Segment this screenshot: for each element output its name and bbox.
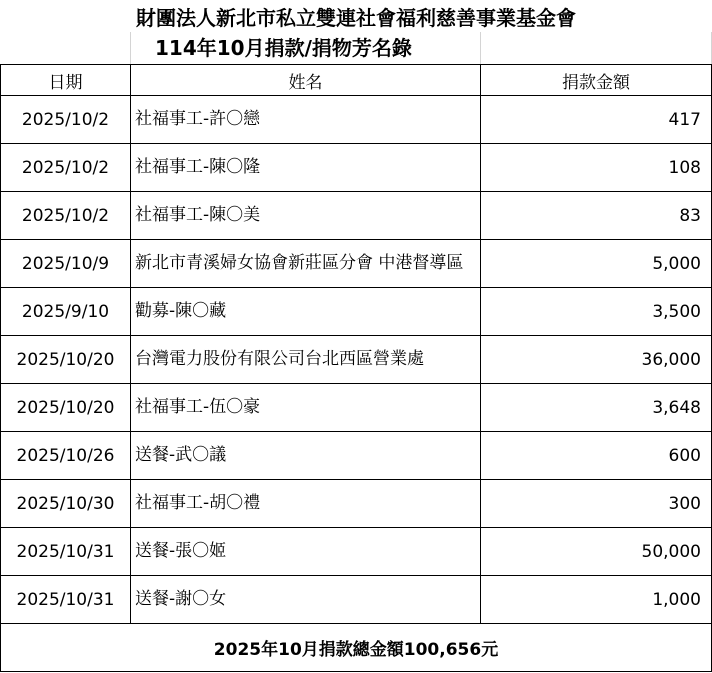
donation-date: 2025/10/30 [1,480,131,528]
column-header-date: 日期 [1,65,131,96]
gridline [130,32,131,64]
donation-date: 2025/10/2 [1,192,131,240]
donor-name: 勸募-陳〇藏 [131,288,481,336]
donation-date: 2025/10/20 [1,384,131,432]
table-row [1,192,712,240]
donation-amount: 108 [481,144,712,192]
donation-date: 2025/10/31 [1,528,131,576]
column-header-amount: 捐款金額 [481,65,712,96]
donor-name: 送餐-張〇姬 [131,528,481,576]
document-title: 財團法人新北市私立雙連社會福利慈善事業基金會 [136,5,576,30]
gridline [480,32,481,64]
donor-name: 台灣電力股份有限公司台北西區營業處 [131,336,481,384]
donation-table [0,64,712,624]
table-row [1,384,712,432]
donation-amount: 3,648 [481,384,712,432]
table-row [1,576,712,624]
donation-date: 2025/10/2 [1,96,131,144]
table-row [1,336,712,384]
table-row [1,240,712,288]
donation-amount: 83 [481,192,712,240]
table-row [1,432,712,480]
table-header-row [1,65,712,96]
table-row [1,480,712,528]
donation-date: 2025/10/26 [1,432,131,480]
donor-name: 送餐-謝〇女 [131,576,481,624]
subtitle-row [0,32,712,64]
donation-date: 2025/9/10 [1,288,131,336]
donation-amount: 3,500 [481,288,712,336]
donor-name: 社福事工-陳〇美 [131,192,481,240]
document-subtitle: 114年10月捐款/捐物芳名錄 [155,36,412,60]
table-row [1,144,712,192]
column-header-name: 姓名 [131,65,481,96]
donor-name: 社福事工-許〇戀 [131,96,481,144]
donation-date: 2025/10/20 [1,336,131,384]
donation-amount: 300 [481,480,712,528]
donation-amount: 36,000 [481,336,712,384]
table-row [1,288,712,336]
donation-amount: 600 [481,432,712,480]
donor-name: 社福事工-胡〇禮 [131,480,481,528]
donation-total: 2025年10月捐款總金額100,656元 [0,624,712,672]
donation-amount: 1,000 [481,576,712,624]
donor-name: 社福事工-伍〇豪 [131,384,481,432]
donation-amount: 417 [481,96,712,144]
donation-date: 2025/10/31 [1,576,131,624]
donation-date: 2025/10/2 [1,144,131,192]
table-row [1,528,712,576]
donor-name: 社福事工-陳〇隆 [131,144,481,192]
donor-name: 送餐-武〇議 [131,432,481,480]
donation-amount: 5,000 [481,240,712,288]
donation-amount: 50,000 [481,528,712,576]
donor-name: 新北市青溪婦女協會新莊區分會 中港督導區 [131,240,481,288]
donation-date: 2025/10/9 [1,240,131,288]
table-row [1,96,712,144]
